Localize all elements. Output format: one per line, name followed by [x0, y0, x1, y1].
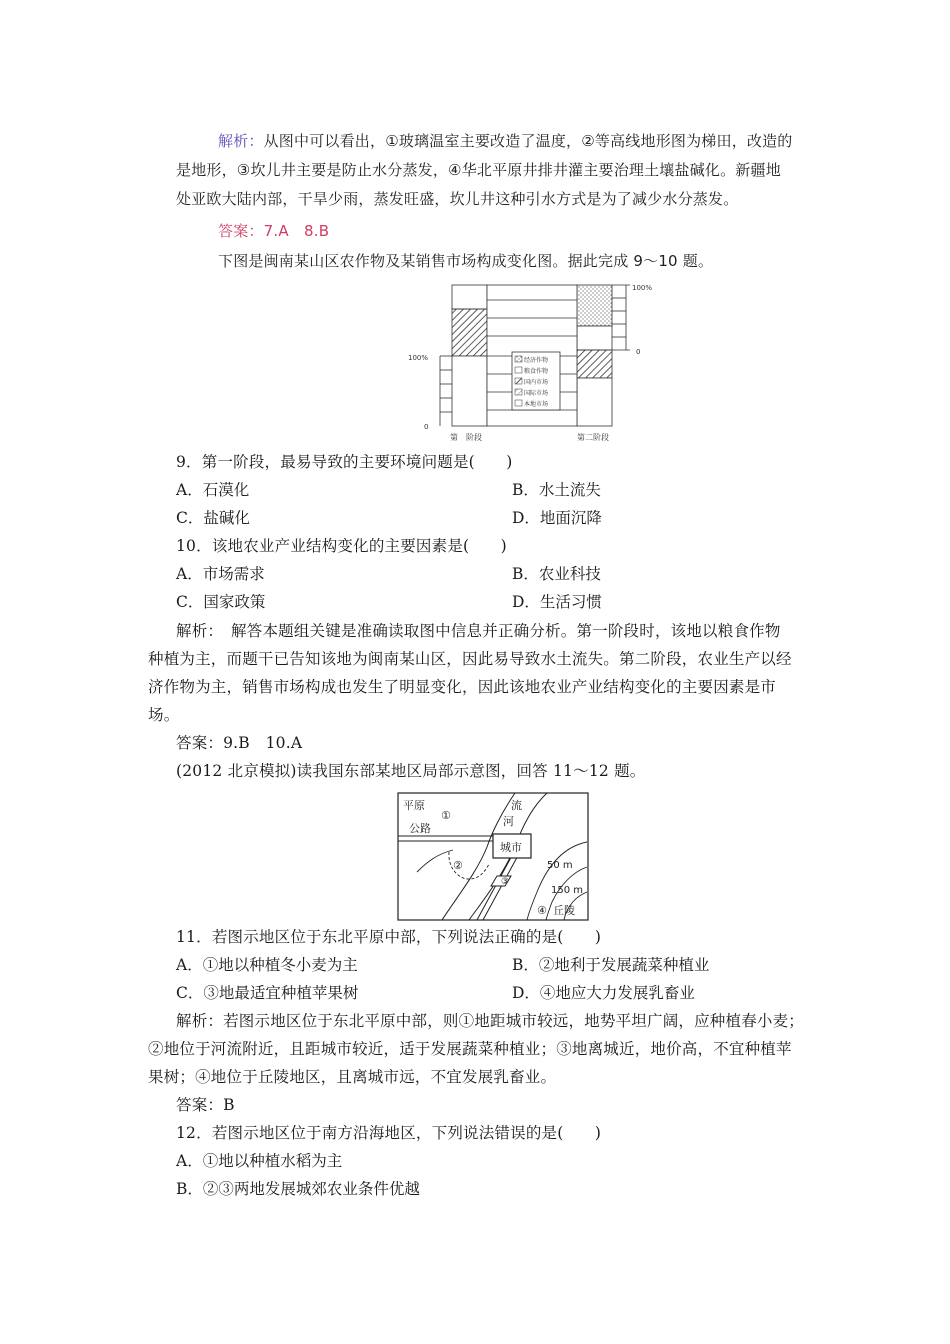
road-label: 公路 [409, 822, 431, 835]
q10-option-d: D．生活习惯 [512, 593, 602, 611]
analysis2-line-1: 解析：若图示地区位于东北平原中部，则①地距城市较远，地势平坦广阔，应种植春小麦； [176, 1012, 805, 1030]
plain-label: 平原 [403, 799, 425, 812]
bar-stage1-base [452, 356, 487, 426]
answer-label: 答案： [218, 222, 264, 240]
q11-option-a: A．①地以种植冬小麦为主 [176, 956, 358, 974]
marker-1: ① [441, 809, 451, 822]
q9-option-b: B．水土流失 [512, 481, 601, 499]
legend-item: 国际市场 [524, 390, 549, 397]
legend-item: 经济作物 [524, 357, 549, 364]
analysis-line-2: 是地形，③坎儿井主要是防止水分蒸发，④华北平原井排井灌主要治理土壤盐碱化。新疆地 [176, 161, 781, 179]
analysis1-line-2: 种植为主，而题干已告知该地为闽南某山区，因此易导致水土流失。第二阶段，农业生产以经 [148, 650, 792, 668]
region-map [397, 792, 589, 922]
bar-stage2-grain [577, 326, 612, 350]
legend-item: 国内市场 [524, 379, 549, 386]
q11-stem: 11．若图示地区位于东北平原中部，下列说法正确的是( ) [176, 928, 602, 946]
x-label-stage2: 第二阶段 [577, 433, 609, 442]
hill-label: 丘陵 [553, 904, 575, 917]
bar-stage1-grain [452, 309, 487, 356]
bar-stage2-economic [577, 285, 612, 326]
q10-option-a: A．市场需求 [176, 565, 265, 583]
analysis2-line-3: 果树；④地位于丘陵地区，且离城市远，不宜发展乳畜业。 [148, 1068, 557, 1086]
q9-10-intro: 下图是闽南某山区农作物及某销售市场构成变化图。据此完成 9～10 题。 [218, 252, 714, 270]
bar-stage2-hatched [577, 350, 612, 378]
q11-option-b: B．②地利于发展蔬菜种植业 [512, 956, 710, 974]
river-label: 流 [511, 799, 522, 812]
q11-option-c: C．③地最适宜种植苹果树 [176, 984, 359, 1002]
contour-150-label: 150 m [551, 885, 584, 896]
bar-stage1-economic [452, 285, 487, 309]
x-label-stage1: 第 阶段 [450, 433, 482, 442]
q10-option-b: B．农业科技 [512, 565, 601, 583]
q12-option-b: B．②③两地发展城郊农业条件优越 [176, 1180, 420, 1198]
answer-line-7-8 [218, 220, 329, 242]
q10-option-c: C．国家政策 [176, 593, 266, 611]
river-label-2: 河 [503, 815, 514, 828]
answer-9-10: 答案：9.B 10.A [176, 734, 303, 752]
crop-market-chart [400, 280, 670, 445]
left-axis-zero: 0 [424, 423, 429, 431]
right-axis-top: 100% [632, 284, 653, 292]
analysis1-line-4: 场。 [148, 706, 180, 724]
marker-3: ③ [501, 877, 510, 887]
q11-option-d: D．④地应大力发展乳畜业 [512, 984, 695, 1002]
analysis-label: 解析： [218, 132, 264, 150]
q9-option-d: D．地面沉降 [512, 509, 602, 527]
q10-stem: 10．该地农业产业结构变化的主要因素是( ) [176, 537, 507, 555]
contour-50-label: 50 m [547, 860, 573, 871]
q12-stem: 12．若图示地区位于南方沿海地区，下列说法错误的是( ) [176, 1124, 602, 1142]
answer-11: 答案：B [176, 1096, 235, 1114]
analysis-line-3: 处亚欧大陆内部，干旱少雨，蒸发旺盛，坎儿井这种引水方式是为了减少水分蒸发。 [176, 190, 739, 208]
bar-stage2-base [577, 378, 612, 426]
city-label: 城市 [500, 841, 522, 854]
q12-option-a: A．①地以种植水稻为主 [176, 1152, 343, 1170]
legend-item: 粮食作物 [524, 368, 549, 375]
marker-4: ④ [537, 904, 547, 917]
marker-2: ② [453, 859, 463, 872]
legend-item: 本地市场 [524, 401, 549, 408]
analysis1-line-1: 解析： 解答本题组关键是准确读取图中信息并正确分析。第一阶段时，该地以粮食作物 [176, 622, 781, 640]
analysis-text-1: 从图中可以看出，①玻璃温室主要改造了温度，②等高线地形图为梯田，改造的 [263, 132, 793, 150]
q11-12-intro: (2012 北京模拟)读我国东部某地区局部示意图，回答 11～12 题。 [176, 762, 646, 780]
analysis2-line-2: ②地位于河流附近，且距城市较近，适于发展蔬菜种植业；③地离城近，地价高，不宜种植苹 [148, 1040, 792, 1058]
right-axis-zero: 0 [636, 348, 641, 356]
analysis1-line-3: 济作物为主，销售市场构成也发生了明显变化，因此该地农业产业结构变化的主要因素是市 [148, 678, 777, 696]
q9-stem: 9．第一阶段，最易导致的主要环境问题是( ) [176, 453, 513, 471]
analysis-line-1 [218, 130, 793, 152]
q9-option-c: C．盐碱化 [176, 509, 250, 527]
left-axis-top: 100% [408, 354, 429, 362]
q9-option-a: A．石漠化 [176, 481, 250, 499]
answer-text: 7.A 8.B [263, 222, 330, 240]
